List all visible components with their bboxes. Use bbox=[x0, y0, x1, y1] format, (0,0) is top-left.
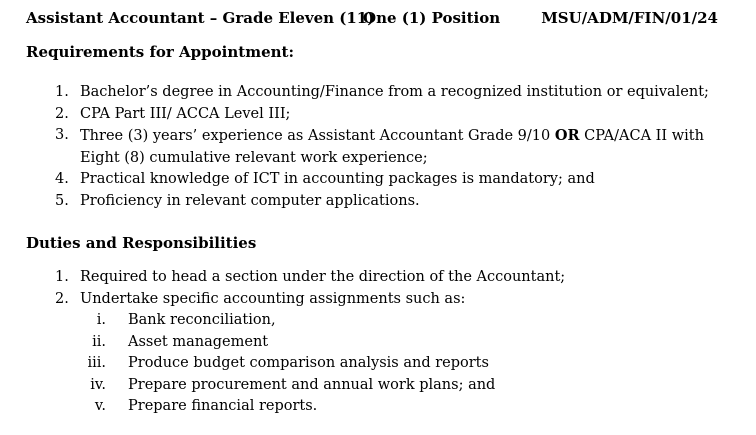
requirements-list bbox=[0, 82, 740, 212]
sublist-item bbox=[0, 332, 740, 354]
sublist-item-text: Bank reconciliation, bbox=[128, 312, 276, 328]
list-item-number: 1. bbox=[55, 84, 69, 100]
list-item bbox=[0, 289, 740, 311]
sublist-item-number: ii. bbox=[92, 333, 106, 350]
list-item-text-end: CPA/ACA II with Eight (8) cumulative relevant work experience; bbox=[80, 128, 704, 166]
duties-list bbox=[0, 267, 740, 310]
list-item-text: Proficiency in relevant computer applications. bbox=[80, 192, 420, 209]
requirements-heading: Requirements for Appointment: bbox=[26, 43, 294, 61]
list-item-number: 3. bbox=[55, 127, 69, 143]
list-item bbox=[0, 191, 740, 213]
list-item-number: 5. bbox=[55, 192, 69, 209]
list-item-number: 1. bbox=[55, 269, 69, 285]
list-item-text: Bachelor’s degree in Accounting/Finance from a recognized institution or equivalent; bbox=[80, 84, 709, 100]
sublist-item-text: Prepare procurement and annual work plans; and bbox=[128, 376, 496, 393]
list-item-number: 2. bbox=[55, 105, 69, 122]
list-item bbox=[0, 104, 740, 126]
position-count: One (1) Position bbox=[363, 9, 501, 27]
position-title: Assistant Accountant – Grade Eleven (11) bbox=[26, 9, 375, 27]
list-item-text: Practical knowledge of ICT in accounting packages is mandatory; and bbox=[80, 171, 595, 187]
list-item-text: CPA Part III/ ACCA Level III; bbox=[80, 105, 291, 122]
sublist-item bbox=[0, 310, 740, 332]
reference-number: MSU/ADM/FIN/01/24 bbox=[541, 9, 718, 27]
sublist-item bbox=[0, 353, 740, 375]
list-item bbox=[0, 125, 740, 169]
sublist-item-text: Asset management bbox=[128, 333, 269, 350]
sublist-item bbox=[0, 396, 740, 418]
sublist-item-number: iii. bbox=[87, 355, 106, 371]
sublist-item bbox=[0, 375, 740, 397]
list-item bbox=[0, 169, 740, 191]
sublist-item-text: Produce budget comparison analysis and reports bbox=[128, 355, 489, 371]
sublist-item-number: v. bbox=[94, 398, 106, 414]
sublist-item-text: Prepare financial reports. bbox=[128, 398, 318, 414]
sublist-item-number: iv. bbox=[90, 376, 106, 393]
list-item-number: 4. bbox=[55, 171, 69, 187]
list-item-text-emphasis: OR bbox=[554, 127, 580, 144]
accounting-assignments-sublist bbox=[0, 310, 740, 418]
list-item-text: Undertake specific accounting assignments such as: bbox=[80, 290, 466, 307]
duties-heading: Duties and Responsibilities bbox=[26, 234, 257, 252]
list-item bbox=[0, 267, 740, 289]
list-item bbox=[0, 82, 740, 104]
list-item-number: 2. bbox=[55, 290, 69, 307]
position-header bbox=[26, 8, 726, 28]
list-item-text-start: Three (3) years’ experience as Assistant Accountant Grade 9/10 bbox=[80, 128, 555, 144]
list-item-text: Required to head a section under the direction of the Accountant; bbox=[80, 269, 566, 285]
sublist-item-number: i. bbox=[96, 312, 106, 328]
